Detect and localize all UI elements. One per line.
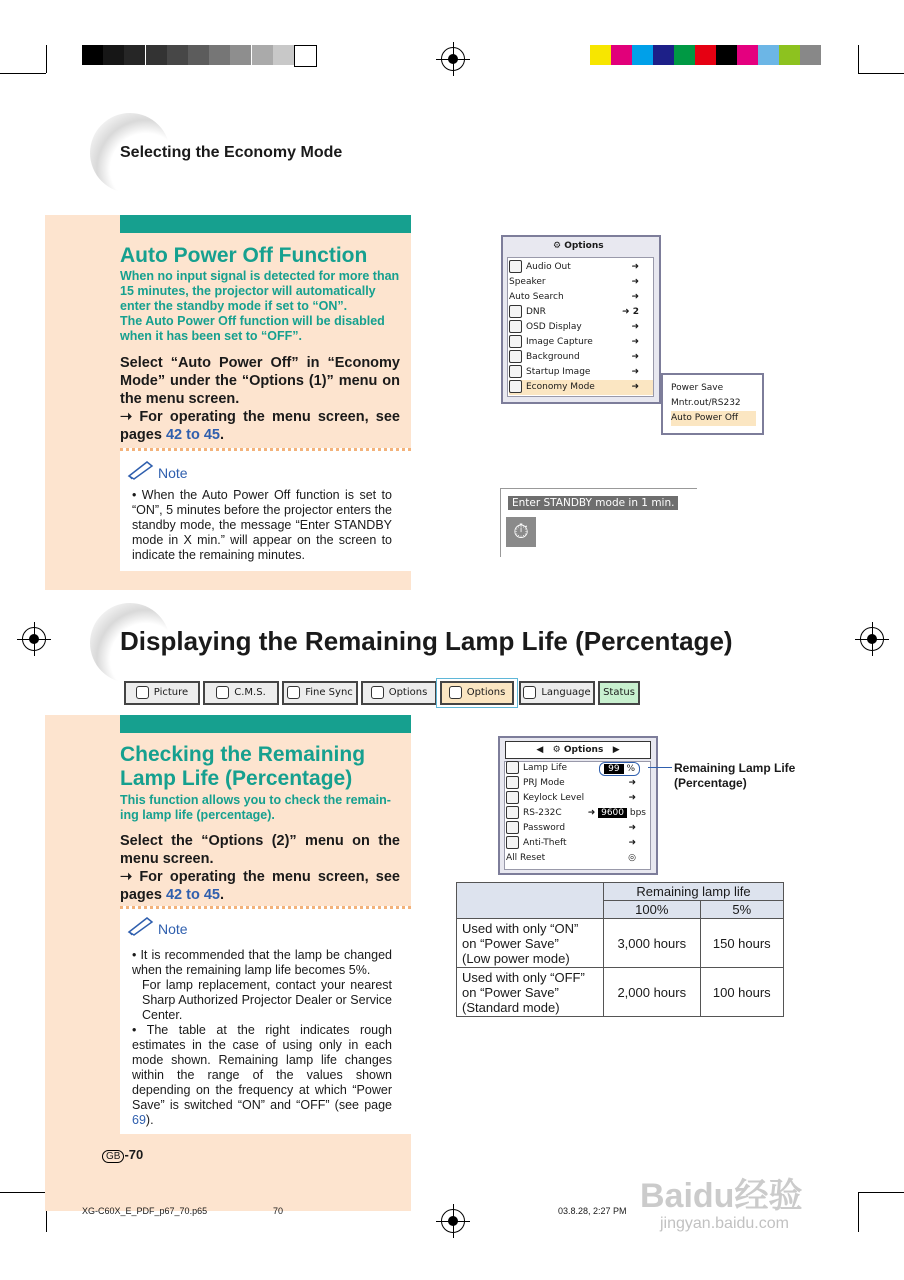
standby-message: Enter STANDBY mode in 1 min. xyxy=(508,496,678,510)
gray-swatch xyxy=(294,45,317,67)
gray-swatch xyxy=(103,45,124,65)
page-link[interactable]: 69 xyxy=(132,1113,146,1127)
pencil-icon xyxy=(127,458,155,480)
menu-item[interactable]: All Reset ◎ xyxy=(506,853,636,863)
color-swatch xyxy=(611,45,632,65)
note-text: • When the Auto Power Off function is set to “ON”, 5 minutes before the projector enters the standby mode, the message “Enter STANDBY mode in X min.” will appear on the screen to indicate the remaining minutes. xyxy=(132,488,392,562)
table-row: Used with only “ON” on “Power Save” (Low power mode) 3,000 hours 150 hours xyxy=(457,919,784,968)
menu-item[interactable]: Lamp Life 99 % xyxy=(506,761,650,776)
crop-mark xyxy=(858,73,904,74)
submenu-item[interactable]: Mntr.out/RS232 xyxy=(671,398,741,408)
menu-item[interactable]: RS-232C ➜ 9600 bps xyxy=(506,806,650,821)
submenu-item[interactable]: Power Save xyxy=(671,383,724,393)
table-header: Remaining lamp life xyxy=(604,883,784,901)
tab-status[interactable]: Status xyxy=(598,681,640,705)
crop-mark xyxy=(858,45,859,73)
header-title: Selecting the Economy Mode xyxy=(120,144,343,161)
color-swatch xyxy=(674,45,695,65)
page-number: GB -70 xyxy=(102,1147,143,1163)
footer-file-page: 70 xyxy=(273,1206,284,1216)
crop-mark xyxy=(858,1192,859,1232)
gray-swatch xyxy=(188,45,209,65)
footer-file: XG-C60X_E_PDF_p67_70.p65 xyxy=(82,1206,208,1216)
crop-mark xyxy=(46,45,47,73)
menu-item[interactable]: Startup Image ➜ xyxy=(509,365,653,380)
tab-options-2[interactable]: Options xyxy=(440,681,514,705)
callout-label: Remaining Lamp Life (Percentage) xyxy=(674,761,796,790)
economy-submenu xyxy=(661,373,764,435)
lamp-instruction: Select the “Options (2)” menu on the menu screen. ➝ For operating the menu screen, see pages 42 to 45. xyxy=(120,833,400,903)
menu-title: ⚙ Options xyxy=(553,241,604,251)
gray-swatch xyxy=(230,45,251,65)
tab-options-1[interactable]: Options xyxy=(361,681,437,705)
menu-header: ◀ ⚙ Options ▶ xyxy=(505,741,651,759)
pages-link[interactable]: 42 to 45 xyxy=(165,427,220,443)
menu-item[interactable]: OSD Display ➜ xyxy=(509,320,653,335)
color-swatch xyxy=(653,45,674,65)
options-menu-1 xyxy=(501,235,661,404)
auto-power-off-instruction: Select “Auto Power Off” in “Economy Mode” under the “Options (1)” menu on the menu screen. ➝ For operating the menu screen, see pages 42 to 45. xyxy=(120,355,400,443)
color-swatch xyxy=(758,45,779,65)
note-label: Note xyxy=(158,921,188,937)
crop-mark xyxy=(858,1192,904,1193)
menu-item[interactable]: PRJ Mode ➜ xyxy=(506,776,650,791)
watermark: Baidu经验 xyxy=(640,1177,803,1215)
callout-line xyxy=(648,767,672,768)
registration-mark xyxy=(860,627,884,651)
color-swatch xyxy=(716,45,737,65)
registration-mark xyxy=(22,627,46,651)
menu-item[interactable]: Image Capture ➜ xyxy=(509,335,653,350)
menu-item-selected[interactable]: Economy Mode ➜ xyxy=(509,380,653,395)
gray-swatch xyxy=(273,45,294,65)
section-bar xyxy=(120,215,411,233)
auto-power-off-title: Auto Power Off Function xyxy=(120,244,368,267)
tab-picture[interactable]: Picture xyxy=(124,681,200,705)
note-text: • It is recommended that the lamp be changed when the remaining lamp life becomes 5%. For lamp replacement, contact your nearest Sharp Authorized Projector Dealer or Service Center. • The table at the right indicates rough estimates in the case of using only in each mode shown. Remaining lamp life changes within the range of the values shown depending on the frequency at which “Power Save” is switched “ON” and “OFF” (see page 69). xyxy=(132,948,393,1127)
gray-swatch xyxy=(82,45,103,65)
submenu-item-selected[interactable]: Auto Power Off xyxy=(671,411,756,426)
lamp-heading: Displaying the Remaining Lamp Life (Percentage) xyxy=(120,626,733,656)
pencil-icon xyxy=(127,914,155,936)
menu-item[interactable]: Password ➜ xyxy=(506,821,650,836)
section-bar xyxy=(120,715,411,733)
watermark-url: jingyan.baidu.com xyxy=(660,1215,789,1232)
registration-mark xyxy=(441,1209,465,1233)
lamp-life-table xyxy=(456,882,784,1017)
gray-swatch xyxy=(209,45,230,65)
color-swatch xyxy=(632,45,653,65)
menu-item[interactable]: Speaker ➜ xyxy=(509,277,639,287)
registration-mark xyxy=(441,47,465,71)
column-header: 5% xyxy=(700,901,783,919)
menu-item[interactable]: Auto Search ➜ xyxy=(509,292,639,302)
auto-power-off-intro: When no input signal is detected for more than 15 minutes, the projector will automatically enter the standby mode if set to “ON”. The Auto Power Off function will be disabled when it has been set to “OFF”. xyxy=(120,269,400,343)
lamp-intro: This function allows you to check the remain- ing lamp life (percentage). xyxy=(120,793,391,822)
note-label: Note xyxy=(158,465,188,481)
pages-link[interactable]: 42 to 45 xyxy=(165,887,220,903)
menu-item[interactable]: Background ➜ xyxy=(509,350,653,365)
lamp-title: Checking the Remaining Lamp Life (Percentage) xyxy=(120,743,366,790)
crop-mark xyxy=(0,1192,46,1193)
menu-item[interactable]: Keylock Level ➜ xyxy=(506,791,650,806)
tab-cms[interactable]: C.M.S. xyxy=(203,681,279,705)
footer-date: 03.8.28, 2:27 PM xyxy=(558,1206,627,1216)
timer-icon: ⏱ xyxy=(506,517,536,547)
color-swatch xyxy=(590,45,611,65)
column-header: 100% xyxy=(604,901,701,919)
gray-swatch xyxy=(252,45,273,65)
menu-item[interactable]: Audio Out ➜ xyxy=(509,260,653,275)
crop-mark xyxy=(0,73,46,74)
color-swatch xyxy=(737,45,758,65)
gray-swatch xyxy=(146,45,167,65)
color-swatch xyxy=(800,45,821,65)
options-menu-2 xyxy=(498,736,658,875)
gray-swatch xyxy=(124,45,145,65)
tab-fine-sync[interactable]: Fine Sync xyxy=(282,681,358,705)
table-row: Used with only “OFF” on “Power Save” (Standard mode) 2,000 hours 100 hours xyxy=(457,968,784,1017)
menu-item[interactable]: DNR ➜ 2 xyxy=(509,305,653,320)
menu-item[interactable]: Anti-Theft ➜ xyxy=(506,836,650,851)
tab-language[interactable]: Language xyxy=(519,681,595,705)
color-swatch xyxy=(695,45,716,65)
gray-swatch xyxy=(167,45,188,65)
color-swatch xyxy=(779,45,800,65)
